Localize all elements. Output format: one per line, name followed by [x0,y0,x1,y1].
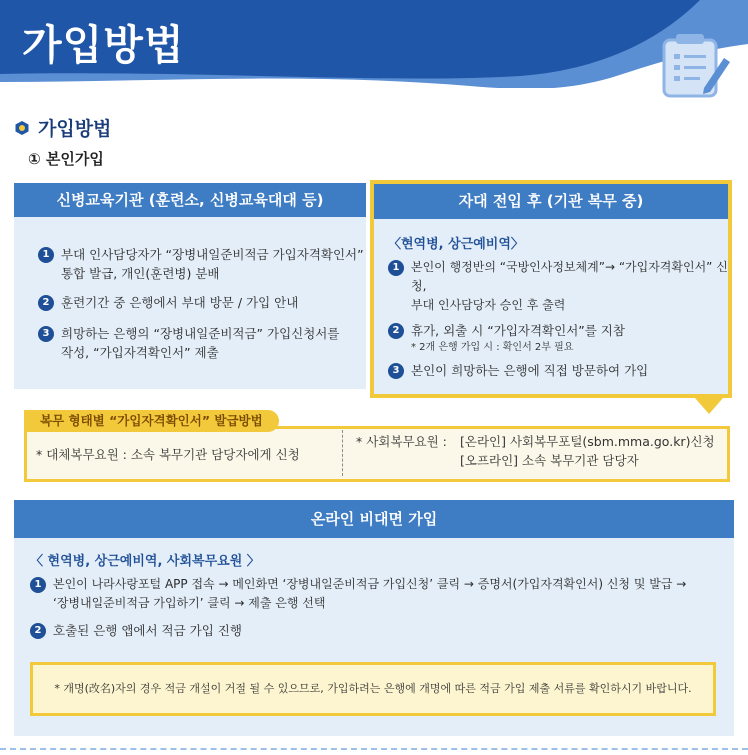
step-text: 호출된 은행 앱에서 적금 가입 진행 [53,623,242,638]
step-number: 2 [38,295,54,311]
list-item [38,293,366,312]
list-item [38,245,366,283]
panel-heading: 신병교육기관 (훈련소, 신병교육대대 등) [14,183,366,217]
step-text: 통합 발급, 개인(훈련병) 분배 [61,266,220,281]
social-service-offline: [오프라인] 소속 복무기관 담당자 [460,453,639,468]
step-number: 1 [30,577,46,593]
step-text: 본인이 희망하는 은행에 직접 방문하여 가입 [411,363,649,378]
bottom-divider [0,748,748,750]
section-title: 가입방법 [38,118,112,140]
step-number: 3 [388,363,404,379]
hexagon-bullet-icon [14,120,30,136]
target-group-label: 〈 현역병, 상근예비역, 사회복무요원 〉 [30,554,260,569]
list-item [388,258,728,315]
step-number: 2 [30,623,46,639]
divider [342,430,343,476]
issuance-method-tag: 복무 형태별 “가입자격확인서” 발급방법 [24,410,279,432]
panel-heading: 온라인 비대면 가입 [14,500,734,538]
step-note: * 2개 은행 가입 시 : 확인서 2부 필요 [411,342,574,353]
social-service-label: * 사회복무요원 : [356,434,447,449]
step-text: 희망하는 은행의 “장병내일준비적금” 가입신청서를 [61,326,340,341]
step-text: 휴가, 외출 시 “가입자격확인서”를 지참 [411,323,625,338]
document-pencil-icon [660,30,732,98]
pointer-arrow [695,398,723,414]
step-number: 2 [388,323,404,339]
panel-heading: 자대 전입 후 (기관 복무 중) [374,184,728,219]
social-service-online: [온라인] 사회복무포털(sbm.mma.go.kr)신청 [460,434,715,449]
step-number: 3 [38,326,54,342]
step-text: 훈련기간 중 은행에서 부대 방문 / 가입 안내 [61,295,299,310]
step-text: 본인이 행정반의 “국방인사정보체계”→ “가입자격확인서” 신청, [411,260,728,293]
list-item [388,361,728,380]
alternative-service-note: * 대체복무요원 : 소속 복무기관 담당자에게 신청 [36,447,300,462]
target-group-label: 〈현역병, 상근예비역〉 [388,237,524,252]
steps-list [388,258,728,380]
section-subtitle: ① 본인가입 [28,150,104,168]
step-text: 작성, “가입자격확인서” 제출 [61,345,219,360]
section-heading [14,114,111,141]
header-banner [0,0,748,88]
step-text: 본인이 나라사랑포털 APP 접속 → 메인화면 ‘장병내일준비적금 가입신청’ 클릭 → 증명서(가입자격확인서) 신청 및 발급 → [53,577,687,591]
step-text: 부대 인사담당자 승인 후 출력 [411,298,566,312]
list-item [38,324,366,362]
page-title: 가입방법 [22,21,185,69]
list-item [388,321,728,355]
step-text: ‘장병내일준비적금 가입하기’ 클릭 → 제출 은행 선택 [53,596,326,610]
list-item [30,621,734,640]
step-number: 1 [388,260,404,276]
steps-list [14,217,366,362]
training-institution-panel [14,183,366,389]
step-text: 부대 인사담당자가 “장병내일준비적금 가입자격확인서” [61,247,364,262]
list-item [30,575,734,613]
rename-notice-box: * 개명(改名)자의 경우 적금 개설이 거절 될 수 있으므로, 가입하려는 은행에 개명에 따른 적금 가입 제출 서류를 확인하시기 바랍니다. [30,662,716,716]
step-number: 1 [38,247,54,263]
steps-list [30,575,734,640]
after-transfer-panel [370,180,732,398]
